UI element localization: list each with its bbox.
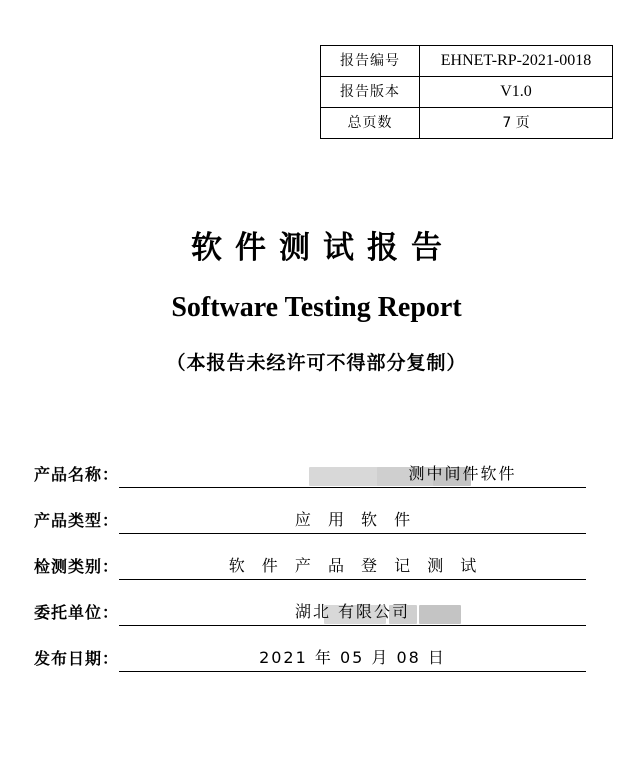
document-title-en: Software Testing Report	[171, 292, 462, 323]
field-label-product-name: 产品名称：	[34, 465, 120, 484]
field-client-organization	[34, 590, 586, 626]
info-label-report-number: 报告编号	[321, 46, 420, 77]
table-row	[321, 46, 613, 77]
field-release-date	[34, 636, 586, 672]
field-value-client-organization	[119, 599, 586, 626]
info-value-report-number: EHNET-RP-2021-0018	[420, 46, 613, 77]
table-row	[321, 77, 613, 108]
info-value-report-version: V1.0	[420, 77, 613, 108]
field-text-product-name: 测中间件软件	[408, 464, 517, 483]
field-value-release-date: 2021 年 05 月 08 日	[119, 645, 586, 672]
field-product-name	[34, 452, 586, 488]
info-label-total-pages: 总页数	[321, 108, 420, 139]
info-table	[320, 45, 613, 139]
field-value-test-category: 软 件 产 品 登 记 测 试	[119, 553, 586, 580]
report-info-table	[320, 45, 613, 139]
info-label-report-version: 报告版本	[321, 77, 420, 108]
field-label-product-type: 产品类型：	[34, 511, 120, 530]
field-value-product-type: 应 用 软 件	[119, 507, 586, 534]
copy-restriction-note: （本报告未经许可不得部分复制）	[166, 352, 467, 374]
field-text-client-organization: 湖北 有限公司	[294, 602, 411, 621]
field-value-product-name	[119, 461, 586, 488]
field-test-category	[34, 544, 586, 580]
document-title-cn: 软件测试报告	[191, 230, 455, 266]
document-fields	[34, 452, 586, 682]
field-label-client-organization: 委托单位：	[34, 603, 120, 622]
table-row	[321, 108, 613, 139]
redaction-block	[309, 467, 379, 486]
info-value-total-pages: 7 页	[420, 108, 613, 139]
redaction-block	[419, 605, 461, 624]
field-label-test-category: 检测类别：	[34, 557, 120, 576]
field-product-type	[34, 498, 586, 534]
field-label-release-date: 发布日期：	[34, 649, 120, 668]
